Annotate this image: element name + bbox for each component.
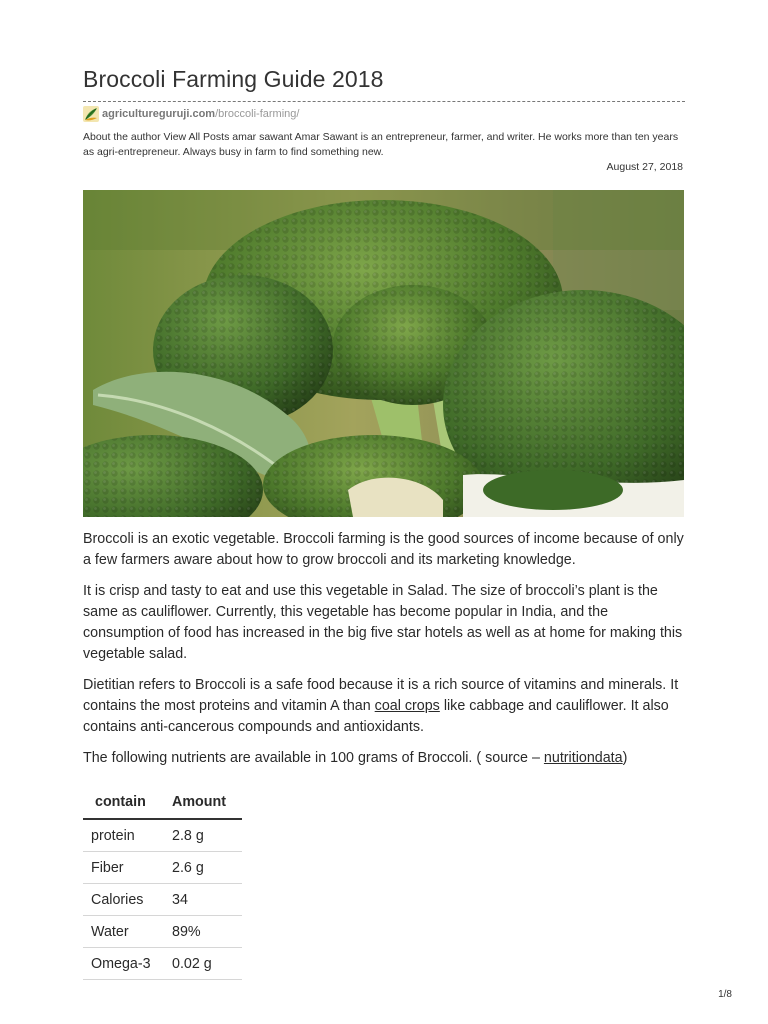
paragraph-dietitian-text: Dietitian refers to Broccoli is a safe food because it is a rich source of vitamins and minerals. It contains the most proteins and vitamin A than	[83, 677, 679, 714]
paragraph-nutrients-text: The following nutrients are available in 100 grams of Broccoli. ( source –	[83, 750, 544, 766]
nutrient-amount: 0.02 g	[164, 948, 242, 980]
source-domain: agricultureguruji.com	[102, 108, 216, 120]
table-row	[83, 884, 242, 916]
nutrient-table	[83, 787, 242, 980]
nutrient-amount: 89%	[164, 916, 242, 948]
nutrient-amount: 2.6 g	[164, 852, 242, 884]
paragraph-nutrients	[83, 748, 687, 769]
paragraph-dietitian	[83, 675, 687, 738]
table-row	[83, 948, 242, 980]
table-row	[83, 852, 242, 884]
paragraph-dietitian-tail: like cabbage and cauliflower. It also contains anti-cancerous compounds and antioxidants.	[83, 698, 669, 735]
nutrient-name: Fiber	[83, 852, 164, 884]
nutrient-name: Omega-3	[83, 948, 164, 980]
nutrient-name: Calories	[83, 884, 164, 916]
article-body	[83, 529, 687, 779]
table-header-row	[83, 787, 242, 819]
column-header-amount: Amount	[164, 787, 242, 819]
nutrient-name: protein	[83, 819, 164, 852]
author-bio: About the author View All Posts amar sawant Amar Sawant is an entrepreneur, farmer, and writer. He works more than ten years as agri-entrepreneur. Always busy in farm to find something new.	[83, 131, 679, 158]
paragraph-intro: Broccoli is an exotic vegetable. Broccoli farming is the good sources of income because of only a few farmers aware about how to grow broccoli and its marketing knowledge.	[83, 531, 684, 568]
nutritiondata-link[interactable]: nutritiondata	[543, 750, 623, 766]
page-title: Broccoli Farming Guide 2018	[83, 66, 384, 92]
site-favicon-icon	[83, 106, 99, 122]
coal-crops-link[interactable]: coal crops	[374, 698, 440, 714]
source-path: /broccoli-farming/	[215, 108, 300, 120]
publish-date: August 27, 2018	[606, 161, 683, 173]
paragraph-nutrients-tail: )	[622, 750, 628, 766]
source-line[interactable]	[83, 106, 299, 122]
title-divider	[83, 101, 685, 102]
table-row	[83, 916, 242, 948]
nutrient-name: Water	[83, 916, 164, 948]
paragraph-salad: It is crisp and tasty to eat and use this vegetable in Salad. The size of broccoli’s plant is the same as cauliflower. Currently, this vegetable has become popular in India, and the consumption of food has increased in the big five star hotels as well as at home for making this vegetable salad.	[83, 583, 683, 662]
nutrient-amount: 2.8 g	[164, 819, 242, 852]
broccoli-photo	[83, 190, 684, 517]
page-number: 1/8	[718, 989, 732, 1000]
nutrient-amount: 34	[164, 884, 242, 916]
column-header-contain: contain	[83, 787, 164, 819]
table-row	[83, 819, 242, 852]
